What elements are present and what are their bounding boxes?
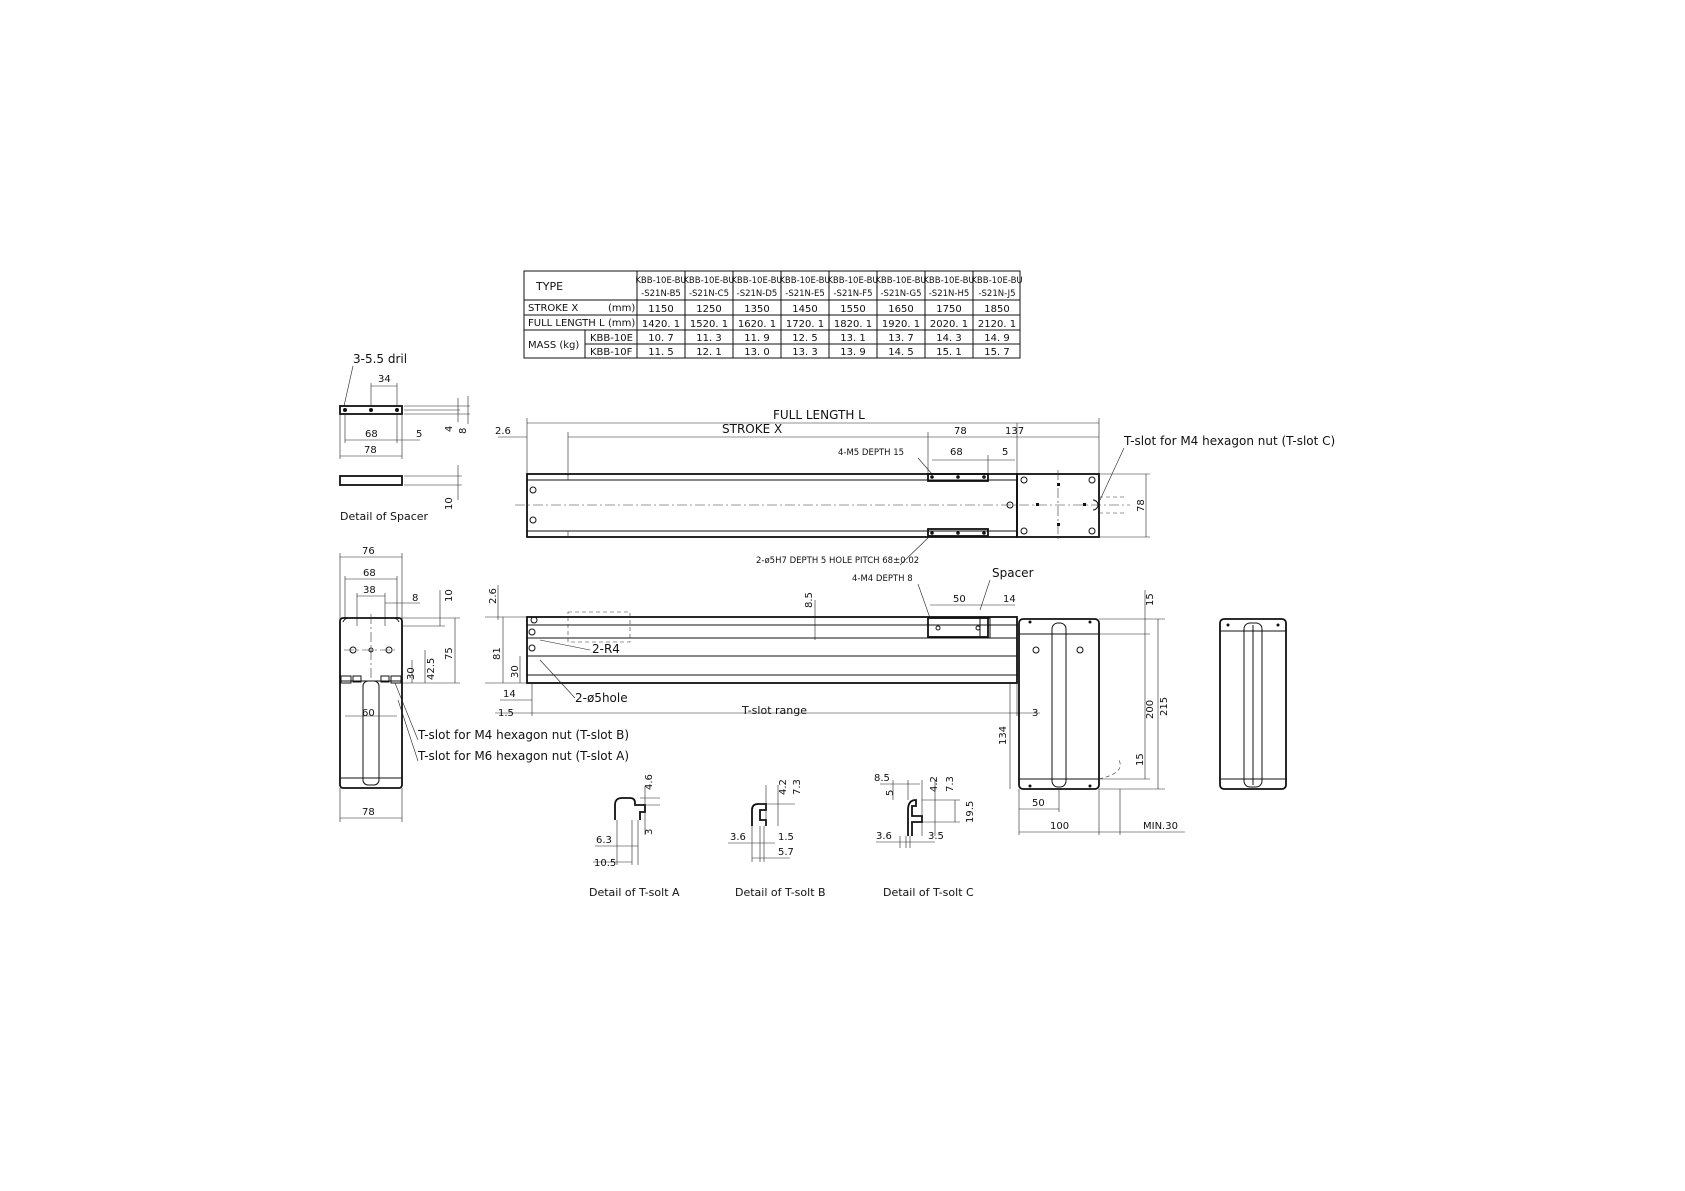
front-dim-30: 30 <box>510 665 521 678</box>
stroke-label-top: STROKE X <box>722 422 783 436</box>
end-dim-10: 10 <box>444 589 455 602</box>
col-type-line2: -S21N-J5 <box>978 289 1016 299</box>
motor-dim-15b: 15 <box>1135 753 1146 766</box>
col-type-line1: KBB-10E-BU <box>827 276 879 286</box>
tslot-b-dim-1-5: 1.5 <box>778 832 794 843</box>
motor-view <box>1019 590 1185 835</box>
front-dim-134: 134 <box>998 725 1009 745</box>
col-mass-e: 11. 9 <box>744 333 770 344</box>
tslot-b-dim-7-3: 7.3 <box>792 779 803 795</box>
col-type-line2: -S21N-B5 <box>641 289 681 299</box>
spacer-caption: Detail of Spacer <box>340 510 429 523</box>
col-mass-e: 13. 1 <box>840 333 866 344</box>
tslot-a-dim-3: 3 <box>644 828 655 835</box>
tslot-c-dim-3-5: 3.5 <box>928 831 944 842</box>
col-type-line1: KBB-10E-BU <box>779 276 831 286</box>
col-mass-e: 13. 7 <box>888 333 914 344</box>
col-type-line2: -S21N-C5 <box>688 289 730 299</box>
spacer-dim-68: 68 <box>365 429 378 440</box>
m4-note: 4-M4 DEPTH 8 <box>852 574 913 584</box>
tslot-a-dim-6-3: 6.3 <box>596 835 612 846</box>
top-view <box>495 408 1335 566</box>
tslot-b-dim-5-7: 5.7 <box>778 847 794 858</box>
front-dim-3: 3 <box>1032 708 1039 719</box>
end-cover-view <box>1220 619 1286 789</box>
full-length-label: FULL LENGTH L <box>773 408 865 422</box>
col-type-line2: -S21N-E5 <box>785 289 825 299</box>
dim-68: 68 <box>950 447 963 458</box>
tslot-b-detail <box>728 779 826 899</box>
col-length: 1720. 1 <box>785 319 825 330</box>
col-type-line2: -S21N-F5 <box>833 289 873 299</box>
front-dim-2-6: 2.6 <box>488 588 499 604</box>
col-length: 2020. 1 <box>929 319 969 330</box>
mass-label: MASS (kg) <box>528 340 580 351</box>
col-stroke: 1750 <box>936 304 962 315</box>
spacer-dim-8: 8 <box>458 427 469 434</box>
front-dim-14: 14 <box>1003 594 1016 605</box>
col-type-line2: -S21N-H5 <box>928 289 970 299</box>
spec-table <box>524 271 1023 358</box>
dim-5: 5 <box>1002 447 1009 458</box>
col-length: 2120. 1 <box>977 319 1017 330</box>
col-mass-e: 14. 3 <box>936 333 962 344</box>
dim-137: 137 <box>1005 426 1025 437</box>
tslot-a-dim-4-6: 4.6 <box>644 774 655 790</box>
drill-note: 3-5.5 dril <box>353 352 408 366</box>
spacer-detail <box>340 352 470 523</box>
spacer-label: Spacer <box>992 566 1034 580</box>
col-type-line2: -S21N-G5 <box>880 289 922 299</box>
col-length: 1620. 1 <box>737 319 777 330</box>
end-view <box>340 546 629 822</box>
tslot-c-caption: Detail of T-solt C <box>883 886 974 899</box>
col-type-line2: -S21N-D5 <box>736 289 778 299</box>
end-dim-30: 30 <box>406 667 417 680</box>
col-mass-f: 12. 1 <box>696 347 722 358</box>
col-mass-f: 14. 5 <box>888 347 914 358</box>
col-length: 1920. 1 <box>881 319 921 330</box>
tslot-a-detail <box>589 774 680 899</box>
col-length: 1420. 1 <box>641 319 681 330</box>
col-mass-f: 11. 5 <box>648 347 674 358</box>
col-length: 1820. 1 <box>833 319 873 330</box>
m5-note: 4-M5 DEPTH 15 <box>838 448 905 458</box>
col-stroke: 1850 <box>984 304 1010 315</box>
col-stroke: 1450 <box>792 304 818 315</box>
tslot-c-dim-8-5: 8.5 <box>874 773 890 784</box>
col-mass-f: 13. 9 <box>840 347 866 358</box>
col-mass-f: 15. 7 <box>984 347 1010 358</box>
col-type-line1: KBB-10E-BU <box>875 276 927 286</box>
spacer-dim-78: 78 <box>364 445 377 456</box>
end-dim-38: 38 <box>363 585 376 596</box>
front-dim-1-5: 1.5 <box>498 708 514 719</box>
end-dim-68: 68 <box>363 568 376 579</box>
end-dim-42-5: 42.5 <box>426 657 437 680</box>
spacer-dim-34: 34 <box>378 374 391 385</box>
spacer-dim-4: 4 <box>444 425 455 432</box>
col-stroke: 1350 <box>744 304 770 315</box>
hole-note: 2-ø5hole <box>575 691 628 705</box>
col-type-line1: KBB-10E-BU <box>971 276 1023 286</box>
tslot-a-caption: Detail of T-solt A <box>589 886 680 899</box>
end-dim-78: 78 <box>362 807 375 818</box>
col-type-line1: KBB-10E-BU <box>923 276 975 286</box>
end-dim-75: 75 <box>444 647 455 660</box>
length-unit: (mm) <box>608 318 636 329</box>
pin-note: 2-ø5H7 DEPTH 5 HOLE PITCH 68±0.02 <box>756 556 920 566</box>
motor-min-30: MIN.30 <box>1143 821 1178 832</box>
tslot-b-dim-4-2: 4.2 <box>778 779 789 795</box>
tslot-range: T-slot range <box>742 704 807 717</box>
col-mass-f: 13. 3 <box>792 347 818 358</box>
col-mass-e: 11. 3 <box>696 333 722 344</box>
end-dim-8: 8 <box>412 593 419 604</box>
dim-78: 78 <box>954 426 967 437</box>
tslot-c-detail <box>874 773 976 899</box>
col-mass-f: 15. 1 <box>936 347 962 358</box>
model-f: KBB-10F <box>590 347 633 358</box>
motor-dim-200: 200 <box>1145 699 1156 719</box>
col-mass-e: 12. 5 <box>792 333 818 344</box>
dim-2-6: 2.6 <box>495 426 511 437</box>
col-mass-e: 10. 7 <box>648 333 674 344</box>
col-length: 1520. 1 <box>689 319 729 330</box>
tslot-b-dim-3-6: 3.6 <box>730 832 746 843</box>
type-label: TYPE <box>536 280 564 293</box>
end-dim-60: 60 <box>362 708 375 719</box>
length-label: FULL LENGTH L <box>528 318 605 329</box>
tslot-c-dim-5: 5 <box>885 789 896 796</box>
r4-note: 2-R4 <box>592 642 620 656</box>
col-stroke: 1550 <box>840 304 866 315</box>
spacer-dim-10: 10 <box>444 497 455 510</box>
tslot-a-dim-10-5: 10.5 <box>594 858 617 869</box>
front-dim-8-5: 8.5 <box>804 592 815 608</box>
col-type-line1: KBB-10E-BU <box>731 276 783 286</box>
tslot-c-dim-3-6: 3.6 <box>876 831 892 842</box>
col-stroke: 1650 <box>888 304 914 315</box>
tslot-c-dim-19-5: 19.5 <box>965 800 976 823</box>
col-type-line1: KBB-10E-BU <box>635 276 687 286</box>
col-mass-f: 13. 0 <box>744 347 770 358</box>
tslot-a-note: T-slot for M6 hexagon nut (T-slot A) <box>418 749 630 763</box>
dim-78-side: 78 <box>1136 499 1147 512</box>
col-stroke: 1250 <box>696 304 722 315</box>
front-dim-14b: 14 <box>503 689 516 700</box>
end-dim-76: 76 <box>362 546 375 557</box>
col-mass-e: 14. 9 <box>984 333 1010 344</box>
tslot-c-dim-4-2: 4.2 <box>929 776 940 792</box>
model-e: KBB-10E <box>590 333 633 344</box>
tslot-b-note: T-slot for M4 hexagon nut (T-slot B) <box>418 728 630 742</box>
motor-dim-215: 215 <box>1159 696 1170 716</box>
motor-dim-15: 15 <box>1145 593 1156 606</box>
col-type-line1: KBB-10E-BU <box>683 276 735 286</box>
spacer-dim-5: 5 <box>416 429 423 440</box>
tslot-b-caption: Detail of T-solt B <box>735 886 826 899</box>
motor-dim-100: 100 <box>1050 821 1070 832</box>
stroke-label: STROKE X <box>528 303 579 314</box>
motor-dim-50: 50 <box>1032 798 1045 809</box>
tslot-c-note: T-slot for M4 hexagon nut (T-slot C) <box>1124 434 1336 448</box>
front-dim-50: 50 <box>953 594 966 605</box>
col-stroke: 1150 <box>648 304 674 315</box>
stroke-unit: (mm) <box>608 303 636 314</box>
front-dim-81: 81 <box>492 647 503 660</box>
tslot-c-dim-7-3: 7.3 <box>945 776 956 792</box>
